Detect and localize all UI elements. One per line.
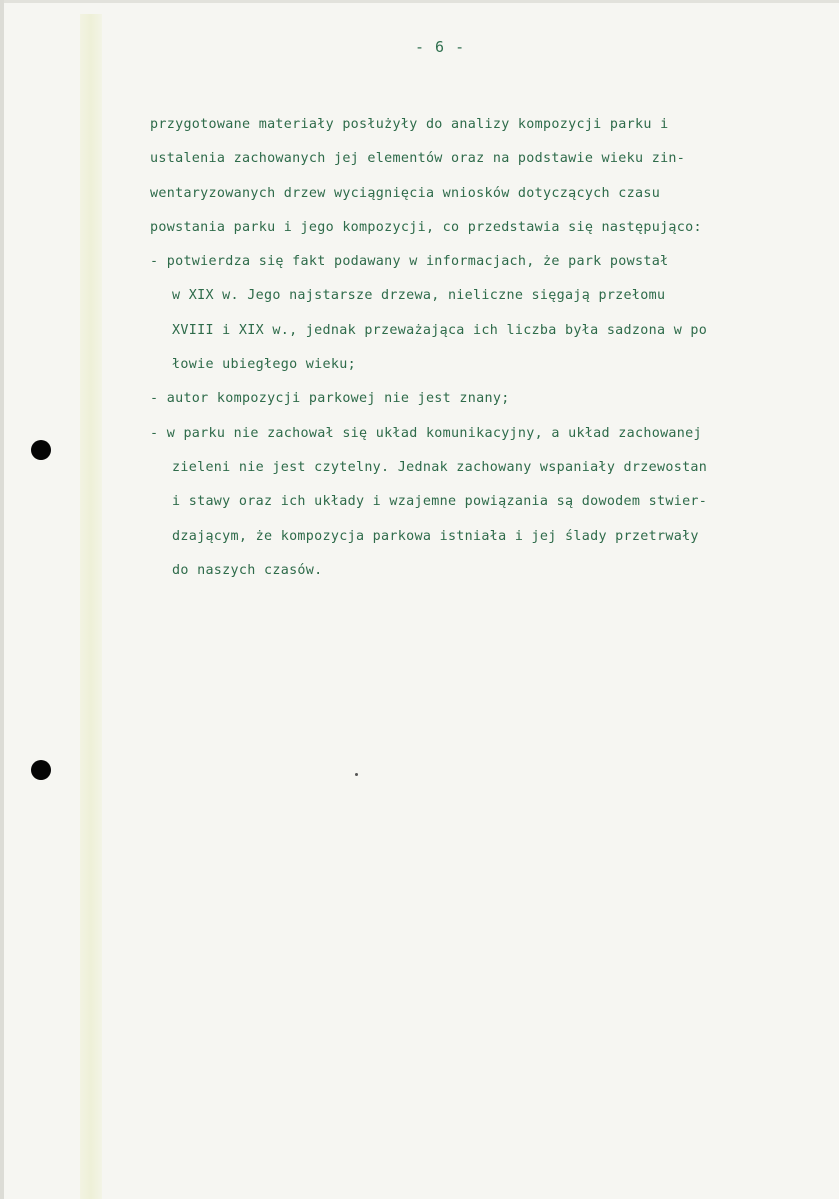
text-line: do naszych czasów.	[172, 562, 323, 578]
text-line: przygotowane materiały posłużyły do analizy kompozycji parku i	[150, 117, 669, 132]
text-line: w XIX w. Jego najstarsze drzewa, nieliczne sięgają przełomu	[172, 288, 666, 304]
list-item-line: - potwierdza się fakt podawany w informacjach, że park powstał	[150, 254, 669, 270]
list-item-line: - w parku nie zachował się układ komunikacyjny, a układ zachowanej	[150, 425, 702, 441]
text-line: dzającym, że kompozycja parkowa istniała i jej ślady przetrwały	[172, 528, 699, 544]
body-text	[150, 113, 830, 593]
page-left-edge	[0, 0, 4, 1199]
text-line: łowie ubiegłego wieku;	[172, 357, 356, 373]
page-top-edge	[0, 0, 839, 3]
page-number: - 6 -	[415, 38, 466, 56]
text-line: i stawy oraz ich układy i wzajemne powiązania są dowodem stwier-	[172, 494, 708, 510]
text-line: XVIII i XIX w., jednak przeważająca ich liczba była sadzona w po	[172, 322, 708, 338]
text-line: ustalenia zachowanych jej elementów oraz na podstawie wieku zin-	[150, 151, 686, 167]
text-line: wentaryzowanych drzew wyciągnięcia wniosków dotyczących czasu	[150, 185, 661, 201]
text-line: zieleni nie jest czytelny. Jednak zachowany wspaniały drzewostan	[172, 459, 708, 475]
list-item-line: - autor kompozycji parkowej nie jest znany;	[150, 391, 510, 407]
text-line: powstania parku i jego kompozycji, co przedstawia się następująco:	[150, 219, 702, 235]
punch-hole	[31, 760, 51, 780]
binding-margin-strip	[80, 14, 102, 1199]
ink-speck	[355, 773, 358, 776]
punch-hole	[31, 440, 51, 460]
